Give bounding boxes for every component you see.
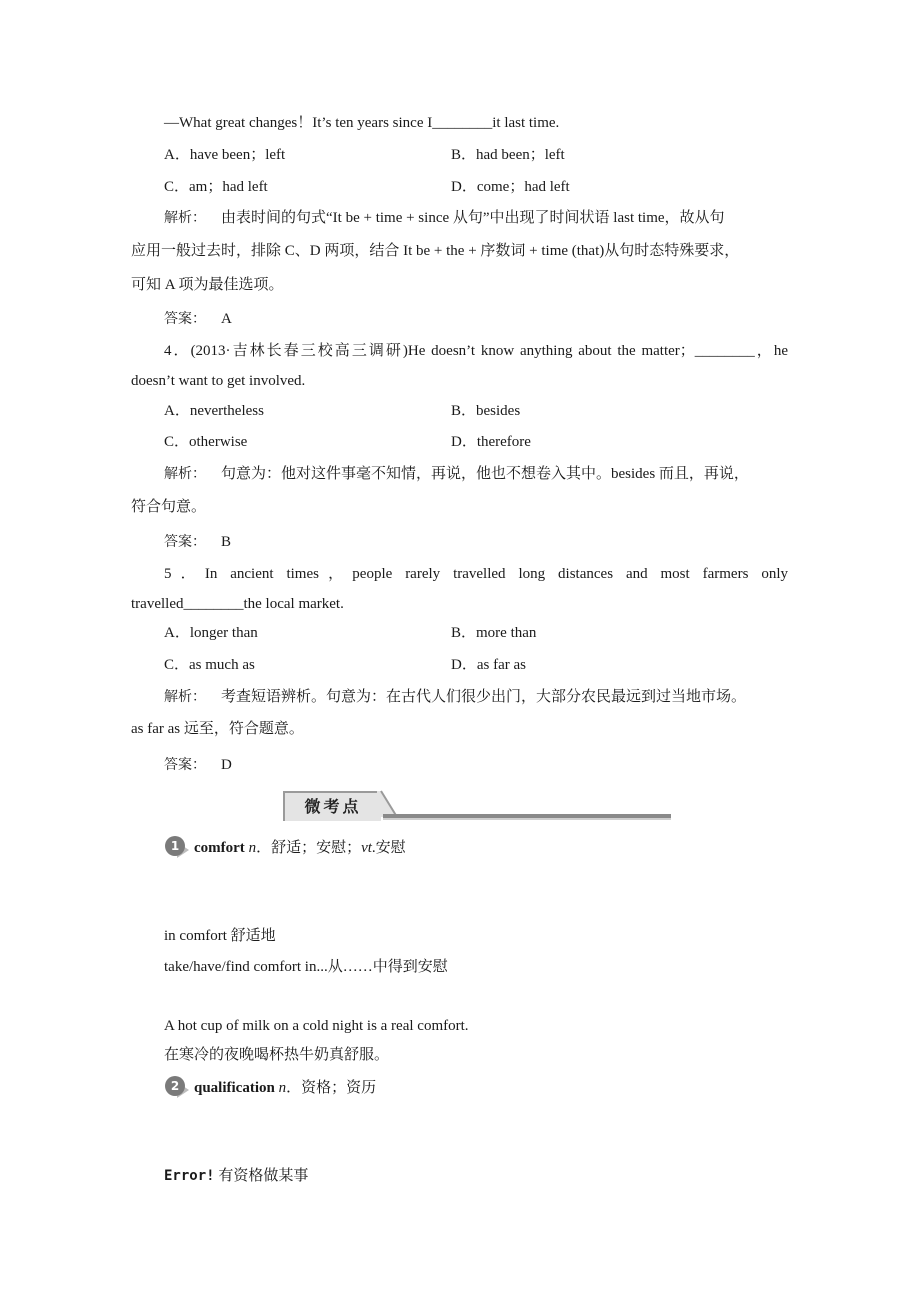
q4-option-d: D．therefore [451,434,531,450]
point-1-example-zh: 在寒冷的夜晚喝杯热牛奶真舒服。 [164,1047,390,1063]
analysis-label: 解析： [164,210,206,226]
q4-option-b: B．besides [451,403,521,419]
point-1-heading [194,838,406,858]
q5-option-c: C．as much as [164,657,255,673]
point-2-pos: n [278,1080,287,1096]
q3-answer [164,309,232,329]
q4-stem-line-2: doesn’t want to get involved. [131,373,306,389]
q4-stem-line-1: 4．(2013·吉林长春三校高三调研)He doesn’t know anything about the matter；________，he [164,343,788,359]
q4-answer [164,532,231,552]
section-banner [283,789,671,823]
point-1-pos2: vt [361,840,372,856]
point-1-meaning2: .安慰 [371,840,406,856]
q3-analysis-line-2: 应用一般过去时，排除 C、D 两项，结合 It be + the + 序数词 + time (that)从句时态特殊要求， [131,243,740,259]
point-1-number-icon: 1 [165,836,189,856]
analysis-label: 解析： [164,466,206,482]
point-2-meaning: ．资格；资历 [286,1080,377,1096]
point-1-pos: n [248,840,257,856]
point-1-meaning: ．舒适；安慰； [256,840,362,856]
analysis-label: 解析： [164,689,206,705]
point-2-error-line [164,1166,308,1186]
q3-option-b: B．had been；left [451,147,565,163]
q5-answer [164,755,232,775]
q4-analysis-line-1 [164,464,788,484]
point-1-phrase-1: in comfort 舒适地 [164,928,276,944]
point-2-word: qualification [194,1080,275,1096]
point-1-phrase-2: take/have/find comfort in...从……中得到安慰 [164,959,448,975]
q5-stem-line-2: travelled________the local market. [131,596,344,612]
answer-label: 答案： [164,757,206,773]
q5-stem-line-1: 5．In ancient times，people rarely travelled long distances and most farmers only [164,566,788,582]
q4-answer-value: B [221,534,232,550]
q4-analysis-line-2: 符合句意。 [131,499,207,515]
section-title: 微考点 [283,791,381,821]
q5-option-d: D．as far as [451,657,526,673]
answer-label: 答案： [164,311,206,327]
q3-option-a: A．have been；left [164,147,286,163]
point-2-heading [194,1078,376,1098]
point-2-error-text: 有资格做某事 [214,1168,309,1184]
q5-analysis-line-1 [164,687,790,707]
q3-analysis-text-1: 由表时间的句式“It be + time + since 从句”中出现了时间状语 last time，故从句 [221,210,725,226]
error-label: Error! [164,1168,215,1184]
q3-stem: —What great changes！It’s ten years since I________it last time. [164,115,560,131]
banner-rule [383,814,671,820]
q5-option-a: A．longer than [164,625,258,641]
q5-answer-value: D [221,757,232,773]
q3-option-c: C．am；had left [164,179,268,195]
q4-analysis-text-1: 句意为：他对这件事毫不知情，再说，他也不想卷入其中。besides 而且，再说， [221,466,749,482]
q3-option-d: D．come；had left [451,179,570,195]
point-2-number-icon: 2 [165,1076,189,1096]
q3-analysis-line-3: 可知 A 项为最佳选项。 [131,277,284,293]
q5-option-b: B．more than [451,625,537,641]
point-1-word: comfort [194,840,245,856]
q3-analysis-line-1 [164,208,788,228]
q4-option-a: A．nevertheless [164,403,264,419]
answer-label: 答案： [164,534,206,550]
q5-analysis-line-2: as far as 远至，符合题意。 [131,721,304,737]
q3-answer-value: A [221,311,232,327]
q4-option-c: C．otherwise [164,434,248,450]
q5-analysis-text-1: 考查短语辨析。句意为：在古代人们很少出门，大部分农民最远到过当地市场。 [221,689,747,705]
point-1-example-en: A hot cup of milk on a cold night is a real comfort. [164,1018,469,1034]
